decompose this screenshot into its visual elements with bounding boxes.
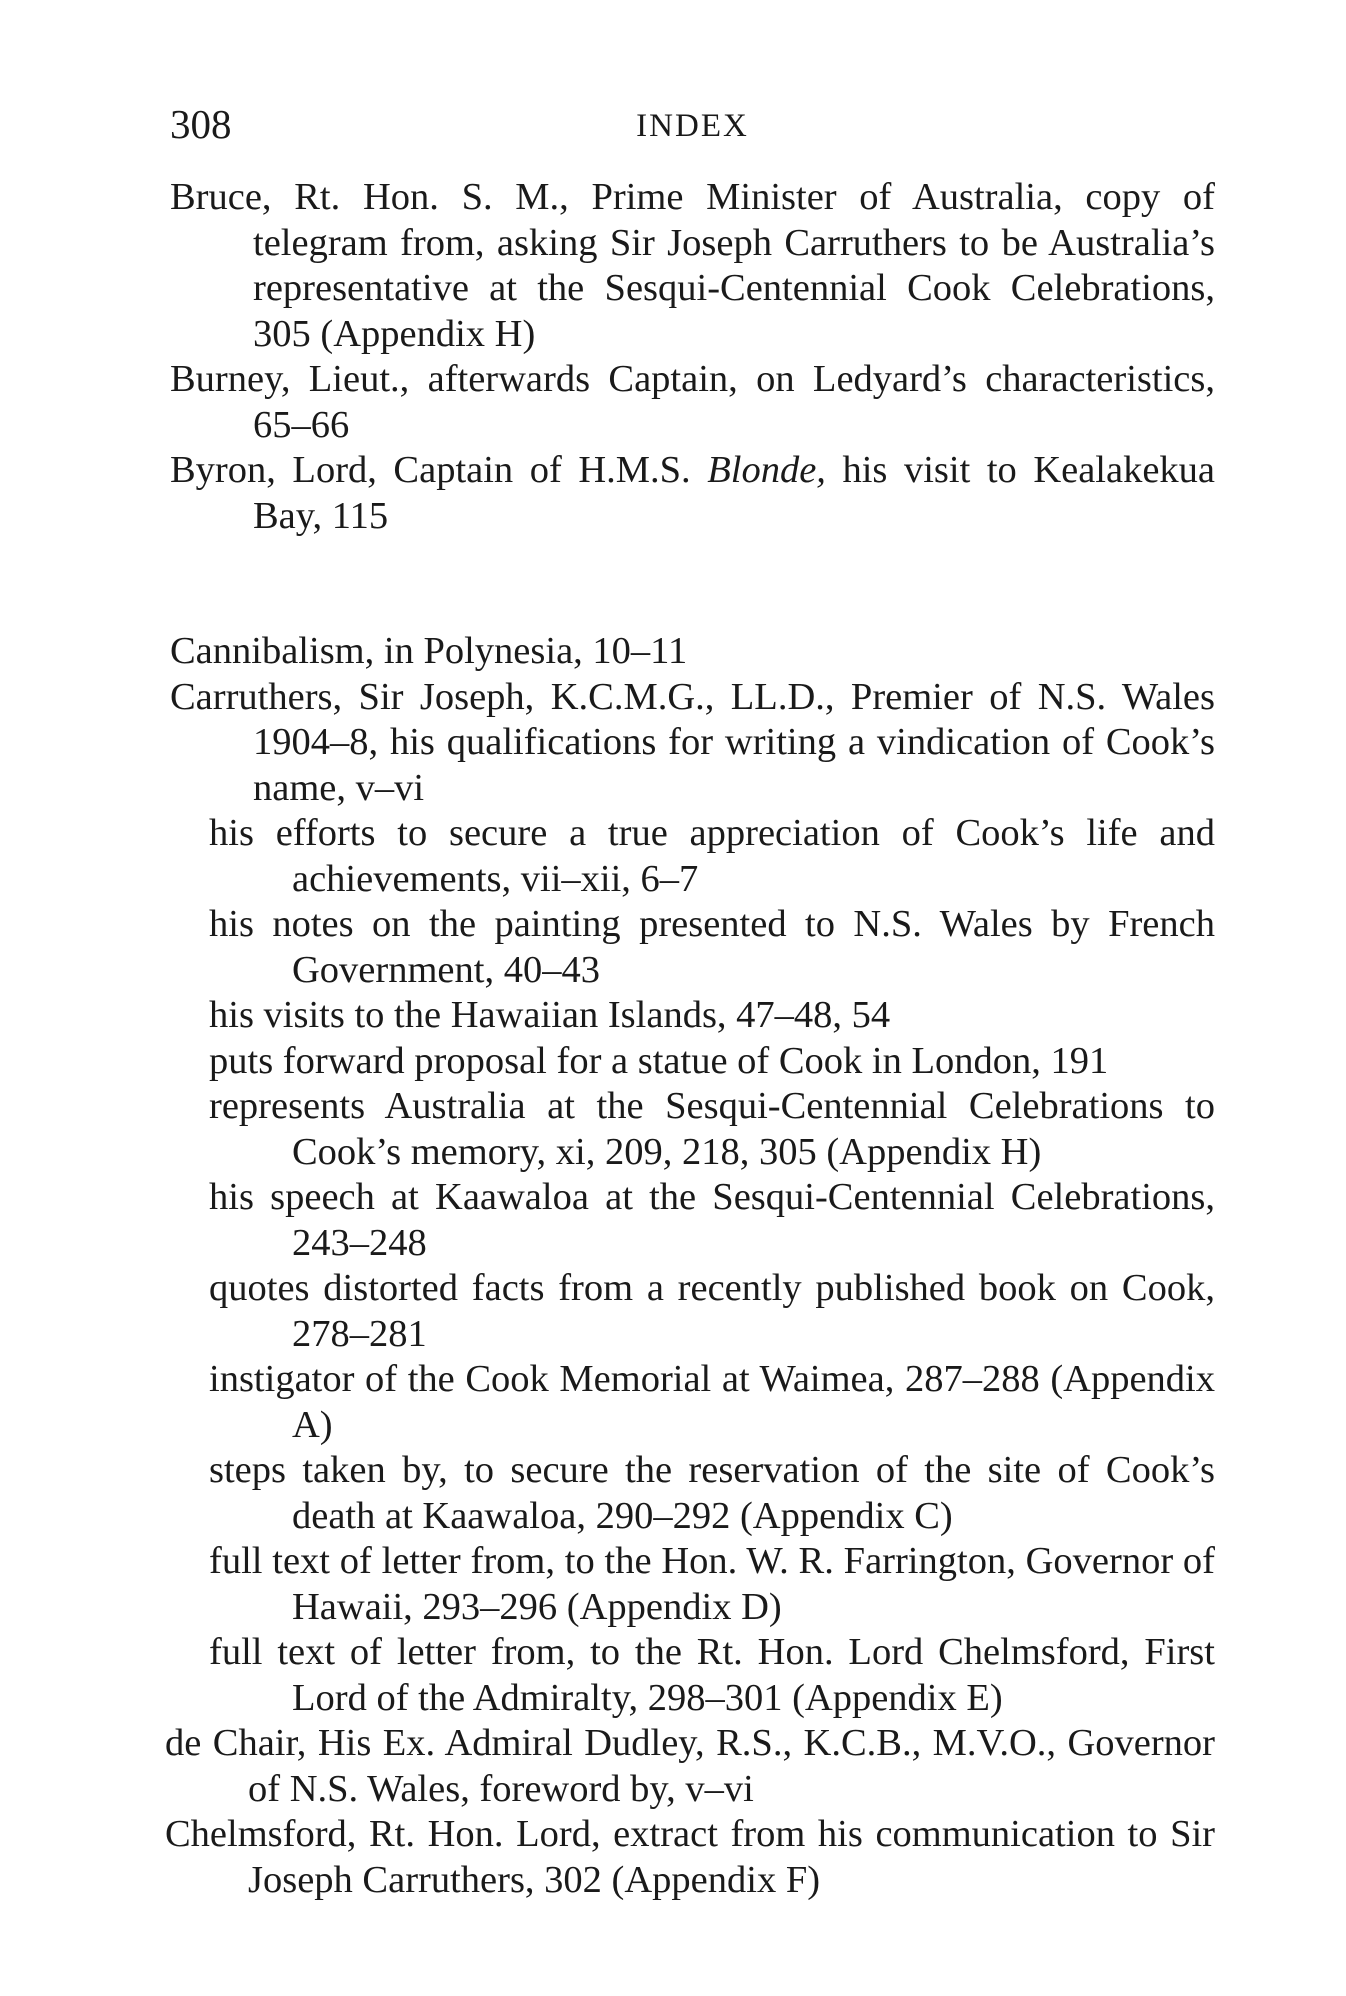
index-entry-de-chair: de Chair, His Ex. Admiral Dudley, R.S., K.C.B., M.V.O., Governor of N.S. Wales, foreword by, v–vi (165, 1722, 1215, 1810)
index-subentry: his notes on the painting presented to N.S. Wales by French Government, 40–43 (209, 903, 1215, 991)
running-head: INDEX (636, 108, 749, 144)
index-subentry: represents Australia at the Sesqui-Centennial Celebrations to Cook’s memory, xi, 209, 218, 305 (Appendix H) (209, 1085, 1215, 1173)
index-entry-cannibalism: Cannibalism, in Polynesia, 10–11 (170, 630, 688, 672)
ship-name-italic: Blonde, (707, 449, 826, 491)
index-entry-bruce: Bruce, Rt. Hon. S. M., Prime Minister of Australia, copy of telegram from, asking Sir Joseph Carruthers to be Australia’s representative at the Sesqui-Centennial Cook Celebrations, 305 (Appendix H) (170, 176, 1215, 355)
byron-entry-text-start: Byron, Lord, Captain of H.M.S. (170, 449, 708, 491)
index-subentry: full text of letter from, to the Rt. Hon. Lord Chelmsford, First Lord of the Admiralty, 298–301 (Appendix E) (209, 1631, 1215, 1719)
index-entry-byron (170, 448, 1215, 539)
index-subentry: his speech at Kaawaloa at the Sesqui-Centennial Celebrations, 243–248 (209, 1176, 1215, 1264)
index-subentry: full text of letter from, to the Hon. W. R. Farrington, Governor of Hawaii, 293–296 (Appendix D) (209, 1540, 1215, 1628)
index-entries (165, 175, 1216, 1903)
page-number: 308 (170, 101, 232, 147)
byron-entry-text-end: his visit to Kealakekua Bay, 115 (253, 449, 1216, 537)
index-subentry: instigator of the Cook Memorial at Waimea, 287–288 (Appendix A) (209, 1358, 1215, 1446)
index-entry-chelmsford: Chelmsford, Rt. Hon. Lord, extract from his communication to Sir Joseph Carruthers, 302 (Appendix F) (165, 1813, 1215, 1901)
index-subentry: steps taken by, to secure the reservation of the site of Cook’s death at Kaawaloa, 290–292 (Appendix C) (209, 1449, 1215, 1537)
index-subentry: his visits to the Hawaiian Islands, 47–48, 54 (209, 994, 891, 1036)
index-entry-burney: Burney, Lieut., afterwards Captain, on Ledyard’s characteristics, 65–66 (170, 358, 1215, 446)
index-subentry: his efforts to secure a true appreciation of Cook’s life and achievements, vii–xii, 6–7 (209, 812, 1215, 900)
index-entry-carruthers: Carruthers, Sir Joseph, K.C.M.G., LL.D., Premier of N.S. Wales 1904–8, his qualifications for writing a vindication of Cook’s name, v–vi (170, 675, 1215, 809)
index-subentry: puts forward proposal for a statue of Cook in London, 191 (209, 1039, 1109, 1082)
page-header (170, 98, 1215, 150)
index-subentry: quotes distorted facts from a recently published book on Cook, 278–281 (209, 1267, 1215, 1355)
